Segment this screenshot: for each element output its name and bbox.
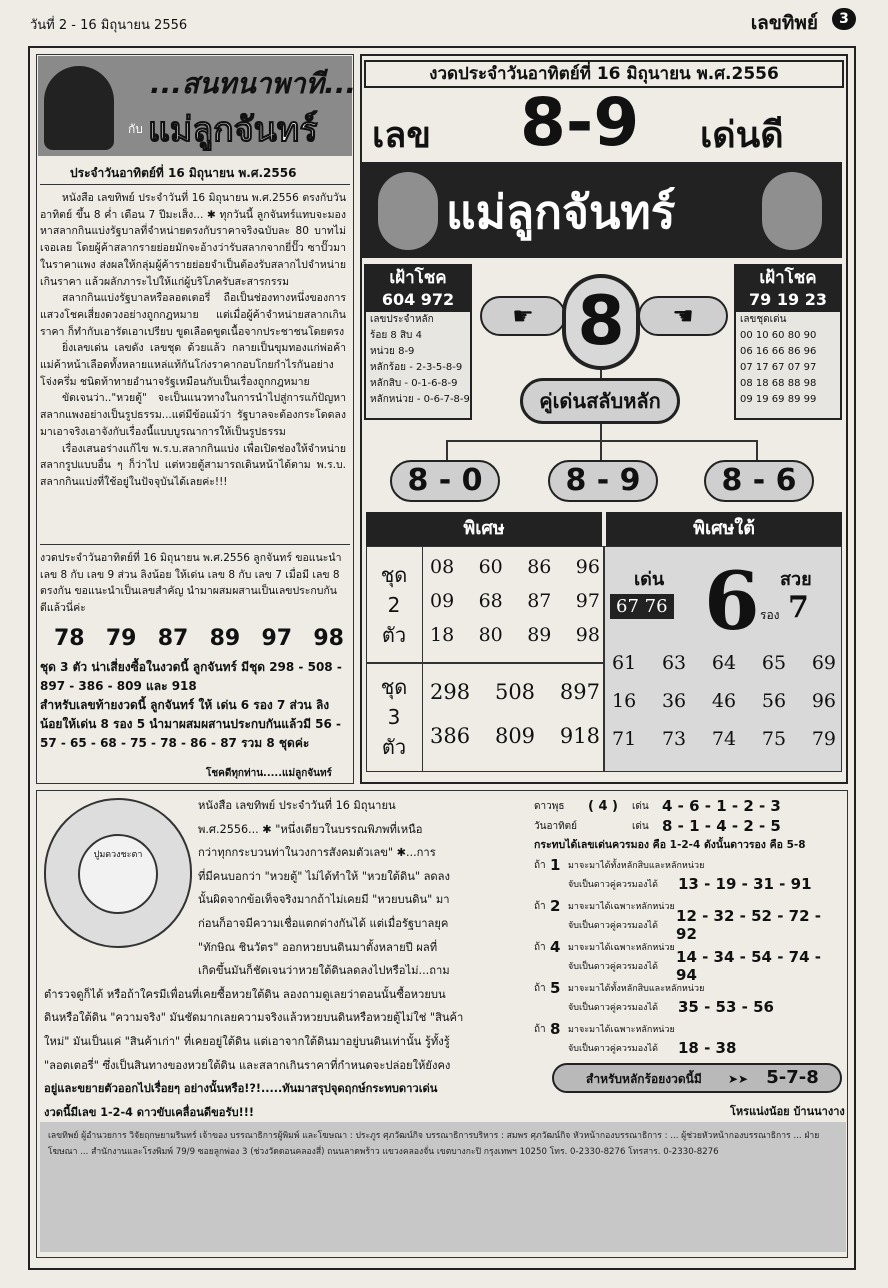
number: 97 bbox=[261, 626, 293, 651]
rong-label: รอง bbox=[760, 608, 780, 622]
special-under-header: พิเศษใต้ bbox=[606, 512, 842, 546]
fao-line: 00 10 60 80 90 bbox=[740, 330, 817, 341]
table-row bbox=[430, 590, 600, 624]
article-line: ที่มีคนบอกว่า "หวยตู้" ไม่ได้ทำให้ "หวยใต้ดิน" ลดลง bbox=[198, 869, 451, 883]
wheel-center: ปูมดวงชะตา bbox=[78, 834, 158, 914]
case-number: 1 bbox=[550, 856, 561, 874]
last-digits-line: สำหรับเลขท้ายงวดนี้ ลูกจันทร์ ให้ เด่น 6 รอง 7 ส่วน ลิงน้อยให้เด่น 8 รอง 5 นำมาผสมผสานประกบกันแล้วมี 56 - 57 - 65 - 68 - 75 - 78 - 86 - 87 รวม 8 ชุดค่ะ bbox=[40, 698, 342, 750]
cell: 80 bbox=[478, 624, 503, 646]
tha-label: ถ้า bbox=[534, 900, 546, 912]
cell: 75 bbox=[761, 728, 787, 750]
cell: 68 bbox=[478, 590, 503, 612]
case-number: 4 bbox=[550, 938, 561, 956]
cell: 897 bbox=[559, 680, 600, 704]
divider bbox=[366, 662, 604, 664]
list-item bbox=[534, 1020, 844, 1061]
astrologer-signature: โหรแน่งน้อย บ้านนางาง bbox=[730, 1105, 845, 1118]
list-item bbox=[534, 979, 844, 1020]
case-desc: มาจะมาได้เฉพาะหลักหน่วย bbox=[568, 943, 675, 953]
column-signature: โชคดีทุกท่าน.....แม่ลูกจันทร์ bbox=[206, 768, 332, 779]
dao-label: ดาวพุธ bbox=[534, 800, 565, 812]
table-row bbox=[612, 728, 836, 766]
article-line: อยู่และขยายตัวออกไปเรื่อยๆ อย่างนั้นหรือ!?!.....ทันมาสรุปจุดฤกษ์กระทบดาวเด่น bbox=[44, 1082, 438, 1096]
cell: 56 bbox=[761, 690, 787, 712]
label: ชุด bbox=[380, 675, 408, 699]
list-item bbox=[534, 938, 844, 984]
three-digit-label bbox=[366, 672, 422, 762]
banner-name: แม่ลูกจันทร์ bbox=[148, 110, 318, 150]
cell: 73 bbox=[661, 728, 687, 750]
case-sub: จับเป็นดาวคู่ควรมองได้ bbox=[568, 921, 658, 931]
case-number: 8 bbox=[550, 1020, 561, 1038]
suay-numbers: 67 76 bbox=[610, 594, 674, 619]
woman-face-icon bbox=[44, 66, 114, 150]
fao-line: หน่วย 8-9 bbox=[370, 346, 415, 357]
woman-face-icon bbox=[378, 172, 438, 250]
paragraph: ขัดเจนว่า.."หวยตู้" จะเป็นแนวทางในการนำไปสู่การแก้ปัญหาสลากแพงอย่างเป็นรูปธรรม...แต่มีข้อแม้ว่า รัฐบาลจะต้องกระโดดลงมาเอาจริงเอาจังกับเรื่องนี้แบบบูรณาการให้เป็นรูปธรรม bbox=[40, 392, 346, 438]
cell: 918 bbox=[559, 724, 600, 748]
case-number: 2 bbox=[550, 897, 561, 915]
fao-head bbox=[736, 266, 840, 312]
center-digit: 8 bbox=[562, 274, 640, 370]
case-desc: มาจะมาได้เฉพาะหลักหน่วย bbox=[568, 902, 675, 912]
under-grid bbox=[612, 652, 836, 766]
cell: 809 bbox=[494, 724, 536, 748]
paper-name: เลขทิพย์ bbox=[750, 12, 818, 34]
case-sub: จับเป็นดาวคู่ควรมองได้ bbox=[568, 880, 658, 890]
case-desc: มาจะมาได้ทั้งหลักสิบและหลักหน่วย bbox=[568, 861, 705, 871]
connector bbox=[446, 440, 448, 460]
cell: 18 bbox=[430, 624, 455, 646]
set-line: ชุด 3 ตัว น่าเสี่ยงซื้อในงวดนี้ ลูกจันทร์ มีชุด 298 - 508 - 897 - 386 - 809 และ 918 bbox=[40, 660, 342, 693]
fao-line: หลักหน่วย - 0-6-7-8-9 bbox=[370, 394, 470, 405]
label: ชุด bbox=[380, 563, 408, 587]
paragraph: ยิ่งเลขเด่น เลขดัง เลขชุด ด้วยแล้ว กลายเป็นขุมทองแก่พ่อค้าแม่ค้าหน้าเลือดทั้งหลายแหล่แท้กันโก่งราคากอบโกยกำไรกันอย่างโจ่งครึ่ม ชนิดท้าทายอำนาจรัฐเหมือนกับเป็นเรื่องถูกกฎหมาย bbox=[40, 342, 346, 388]
fao-label: เฝ้าโชค bbox=[389, 268, 447, 288]
cell: 71 bbox=[612, 728, 637, 750]
bottom-article bbox=[44, 794, 500, 1124]
page-number: 3 bbox=[832, 8, 856, 30]
cell: 79 bbox=[811, 728, 836, 750]
issue-date: วันที่ 2 - 16 มิถุนายน 2556 bbox=[30, 18, 188, 33]
fao-line: 06 16 66 86 96 bbox=[740, 346, 817, 357]
cell: 63 bbox=[661, 652, 687, 674]
double-arrow-icon: ➤➤ bbox=[727, 1072, 749, 1086]
cell: 08 bbox=[430, 556, 455, 578]
table-row bbox=[430, 624, 600, 658]
three-digit-grid bbox=[430, 680, 600, 768]
dao-row bbox=[534, 796, 844, 816]
den-label: เด่น bbox=[634, 569, 665, 590]
number: 79 bbox=[105, 626, 137, 651]
cell: 96 bbox=[811, 690, 836, 712]
wan-numbers: 8 - 1 - 4 - 2 - 5 bbox=[662, 817, 781, 835]
kratob-line: กระทบได้เลขเด่นควรมอง คือ 1-2-4 ดังนั้นดาวรอง คือ 5-8 bbox=[534, 839, 806, 851]
case-sub: จับเป็นดาวคู่ควรมองได้ bbox=[568, 1044, 658, 1054]
paragraph: สลากกินแบ่งรัฐบาลหรือลอตเตอรี่ ถือเป็นช่องทางหนึ่งของการแสวงโชคเสี่ยงดวงอย่างถูกกฎหมาย แต่เมื่อผู้ค้าจำหน่ายสลากเกินราคา ก็ทำกับเอารัดเอาเปรียบ ขูดเลือดขูดเนื้อจากประชาชนโดยตรง bbox=[40, 292, 346, 338]
case-desc: มาจะมาได้เฉพาะหลักหน่วย bbox=[568, 1025, 675, 1035]
article-line: งวดนี้มีเลข 1-2-4 ดาวขับเคลื่อนดีขอรับ!!! bbox=[44, 1105, 254, 1119]
cell: 61 bbox=[612, 652, 637, 674]
suay-label: สวย bbox=[780, 569, 812, 590]
dao-numbers: 4 - 6 - 1 - 2 - 3 bbox=[662, 797, 781, 815]
fao-chok-right bbox=[734, 264, 842, 420]
column-body bbox=[40, 190, 346, 491]
rong-number: 7 bbox=[788, 590, 809, 625]
case-number: 5 bbox=[550, 979, 561, 997]
list-item bbox=[534, 897, 844, 943]
prediction-text: งวดประจำวันอาทิตย์ที่ 16 มิถุนายน พ.ศ.2556 ลูกจันทร์ ขอแนะนำ เลข 8 กับ เลข 9 ส่วน ลิงน้อย ให้เด่น เลข 8 กับ เลข 7 เมื่อมี เลข 8 ตรงกัน ขอแนะนำเป็นเลขสำคัญ นำมาผสมผสานเป็นเลขประกบกันดีแล้วนี่ค่ะ bbox=[40, 552, 342, 615]
article-line: นั้นผิดจากข้อเท็จจริงมากถ้าไม่เคยมี "หวยบนดิน" มา bbox=[198, 893, 450, 907]
hundreds-value: 5-7-8 bbox=[766, 1067, 819, 1088]
article-line: ตำรวจดูก็ได้ หรือถ้าใครมีเพื่อนที่เคยซื้อหวยใต้ดิน ลองถามดูเลยว่าตอนนั้นซื้อหวยบน bbox=[44, 987, 446, 1001]
fao-line: 07 17 67 07 97 bbox=[740, 362, 817, 373]
divider bbox=[40, 544, 350, 545]
paragraph: หนังสือ เลขทิพย์ ประจำวันที่ 16 มิถุนายน พ.ศ.2556 ตรงกับวันอาทิตย์ ขึ้น 8 ค่ำ เดือน 7 ปีมะเส็ง... ✱ ทุกวันนี้ ลูกจันทร์แทบจะมองหาสลากกินแบ่งรัฐบาลที่จำหน่ายตรงกับราคาจริงฉบับละ 80 บาทไม่เจอเลย โดยผู้ค้าสลากรายย่อยมักจะอ้างว่ารับสลากจากยี่ปั๊ว ซาปั๊วมาในราคาแพง ส่งผลให้กลุ่มผู้ค้ารายย่อยจำเป็นต้องรับสลากไปจำหน่ายเกินราคา แล้วผลักภาระไปให้แก่ผู้บริโภครับสะสารกรรม bbox=[40, 192, 346, 288]
fao-line: เลขชุดเด่น bbox=[740, 314, 787, 325]
hundreds-label: สำหรับหลักร้อยงวดนี้มี bbox=[586, 1072, 702, 1086]
fao-number: 79 19 23 bbox=[749, 290, 827, 309]
two-digit-grid bbox=[430, 556, 600, 658]
case-list bbox=[534, 856, 844, 1061]
cell: 508 bbox=[494, 680, 536, 704]
article-line: พ.ศ.2556... ✱ "หนึ่งเดียวในบรรณพิภพที่เหนือ bbox=[198, 822, 423, 836]
case-values: 13 - 19 - 31 - 91 bbox=[678, 875, 812, 893]
article-line: "ทักษิณ ชินวัตร" ออกหวยบนดินมาตั้งหลายปี ผลที่ bbox=[198, 940, 438, 954]
fao-chok-left bbox=[364, 264, 472, 420]
den-di-label: เด่นดี bbox=[700, 115, 784, 156]
number: 98 bbox=[313, 626, 344, 651]
cell: 89 bbox=[527, 624, 552, 646]
cell: 64 bbox=[711, 652, 737, 674]
star-block bbox=[534, 796, 844, 858]
label: ตัว bbox=[381, 623, 407, 647]
handshake-icon: ☚ bbox=[638, 296, 728, 336]
tha-label: ถ้า bbox=[534, 859, 546, 871]
cell: 65 bbox=[761, 652, 787, 674]
label: 2 bbox=[387, 593, 401, 617]
table-row bbox=[612, 690, 836, 728]
case-desc: มาจะมาได้ทั้งหลักสิบและหลักหน่วย bbox=[568, 984, 705, 994]
cell: 86 bbox=[527, 556, 552, 578]
fao-line: 09 19 69 89 99 bbox=[740, 394, 817, 405]
tha-label: ถ้า bbox=[534, 1023, 546, 1035]
connector bbox=[756, 440, 758, 460]
wan-label: วันอาทิตย์ bbox=[534, 820, 578, 832]
paragraph: เรื่องเสนอร่างแก้ไข พ.ร.บ.สลากกินแบ่ง เพื่อเปิดช่องให้จำหน่ายสลากรูปแบบอื่น ๆ ก็ว่าไป แต่หวยตู้สามารถเดินหน้าได้ตาม พ.ร.บ. สลากกินแบ่งที่ใช้อยู่ในปัจจุบันได้เลยค่ะ!!! bbox=[40, 442, 346, 488]
case-sub: จับเป็นดาวคู่ควรมองได้ bbox=[568, 962, 658, 972]
special-header: พิเศษ bbox=[366, 512, 602, 546]
den-label: เด่น bbox=[632, 800, 649, 812]
pair-pill: 8 - 9 bbox=[548, 460, 658, 502]
tha-label: ถ้า bbox=[534, 941, 546, 953]
masthead-footer: เลขทิพย์ ผู้อำนวยการ วิจัยฤกษยามรินทร์ เจ้าของ บรรณาธิการผู้พิมพ์ และโฆษณา : ประภูร ศุภวัฒน์กิจ บรรณาธิการบริหาร : สมพร ศุภวัฒน์กิจ หัวหน้ากองบรรณาธิการ : ... ผู้ช่วยหัวหน้ากองบรรณาธิการ ... ฝ่ายโฆษณา ... สำนักงานและโรงพิมพ์ 79/9 ซอยลูกพ่อง 3 (ช่วงวัดดอนคลองสี่) ถนนลาดพร้าว แขวงคลองจั่น เขตบางกะปิ กรุงเทพฯ 10250 โทร. 0-2330-8276 โทรสาร. 0-2330-8276 bbox=[40, 1122, 846, 1252]
draw-title: งวดประจำวันอาทิตย์ที่ 16 มิถุนายน พ.ศ.2556 bbox=[364, 60, 844, 88]
recommended-numbers bbox=[54, 626, 344, 651]
lekh-label: เลข bbox=[372, 115, 431, 156]
case-values: 12 - 32 - 52 - 72 - 92 bbox=[676, 907, 821, 943]
big-six: 6 bbox=[704, 554, 760, 648]
divider bbox=[40, 184, 350, 185]
fao-line: หลักสิบ - 0-1-6-8-9 bbox=[370, 378, 458, 389]
hundreds-pill bbox=[552, 1063, 842, 1093]
article-line: "ลอตเตอรี่" ซึ่งเป็นสินทางของหวยใต้ดิน และสลากเกินราคาที่กำหนดจะปล่อยให้ยังคง bbox=[44, 1058, 451, 1072]
number: 78 bbox=[54, 626, 85, 651]
pair-pill: 8 - 6 bbox=[704, 460, 814, 502]
fao-number: 604 972 bbox=[381, 290, 455, 309]
case-sub: จับเป็นดาวคู่ควรมองได้ bbox=[568, 1003, 658, 1013]
main-pair: 8-9 bbox=[520, 84, 640, 161]
hand-pointing-right-icon: ☛ bbox=[480, 296, 566, 336]
cell: 36 bbox=[661, 690, 687, 712]
tha-label: ถ้า bbox=[534, 982, 546, 994]
fao-line: ร้อย 8 สิบ 4 bbox=[370, 330, 422, 341]
article-line: หนังสือ เลขทิพย์ ประจำวันที่ 16 มิถุนายน bbox=[198, 799, 396, 812]
fao-line: 08 18 68 88 98 bbox=[740, 378, 817, 389]
article-line: ใหม่" มันเป็นแค่ "สินค้าเก่า" ที่เคยอยู่ใต้ดิน แต่เอาจากใต้ดินมาอยู่บนดินเท่านั้น รู้ทั้งรู้ bbox=[44, 1034, 450, 1048]
woman-face-icon bbox=[762, 172, 822, 250]
cell: 97 bbox=[575, 590, 600, 612]
mae-banner-name: แม่ลูกจันทร์ bbox=[446, 185, 676, 239]
banner-with: กับ bbox=[128, 122, 143, 136]
cell: 16 bbox=[612, 690, 637, 712]
cell: 98 bbox=[575, 624, 600, 646]
list-item bbox=[534, 856, 844, 897]
cell: 96 bbox=[575, 556, 600, 578]
cell: 87 bbox=[527, 590, 552, 612]
case-values: 14 - 34 - 54 - 74 - 94 bbox=[676, 948, 821, 984]
three-digit-sets bbox=[40, 658, 346, 753]
number: 89 bbox=[209, 626, 241, 651]
connector bbox=[446, 440, 758, 442]
cell: 298 bbox=[430, 680, 471, 704]
fao-line: เลขประจำหลัก bbox=[370, 314, 434, 325]
article-line: เกิดขึ้นมันก็ชัดเจนว่าหวยใต้ดินลดลงไปหรือไม่...ถาม bbox=[198, 964, 450, 978]
cell: 60 bbox=[478, 556, 503, 578]
cell: 46 bbox=[711, 690, 737, 712]
table-row bbox=[430, 680, 600, 724]
pair-pill: 8 - 0 bbox=[390, 460, 500, 502]
fao-head bbox=[366, 266, 470, 312]
cell: 09 bbox=[430, 590, 455, 612]
dao-num: ( 4 ) bbox=[588, 798, 618, 814]
article-line: กว่าทุกกระบวนท่าในวงการสังคมตัวเลข" ✱...การ bbox=[198, 846, 436, 860]
table-row bbox=[612, 652, 836, 690]
cell: 69 bbox=[811, 652, 836, 674]
label: 3 bbox=[387, 705, 401, 729]
cell: 386 bbox=[430, 724, 471, 748]
article-line: ก่อนก็อาจมีความเชื่อแตกต่างกันได้ แต่เมื่อรัฐบาลยุค bbox=[198, 916, 449, 930]
wan-row bbox=[534, 816, 844, 836]
divider bbox=[422, 546, 423, 772]
case-values: 35 - 53 - 56 bbox=[678, 998, 774, 1016]
article-line: ดินหรือใต้ดิน "ความจริง" มันชัดมากเลยความจริงแล้วหวยบนดินหรือหวยตู้ไม่ใช่ "สินค้า bbox=[44, 1011, 464, 1025]
den-label: เด่น bbox=[632, 820, 649, 832]
fao-line: หลักร้อย - 2-3-5-8-9 bbox=[370, 362, 463, 373]
table-row bbox=[430, 556, 600, 590]
swap-label: คู่เด่นสลับหลัก bbox=[520, 378, 680, 424]
table-row bbox=[430, 724, 600, 768]
label: ตัว bbox=[381, 735, 407, 759]
number: 87 bbox=[157, 626, 189, 651]
case-values: 18 - 38 bbox=[678, 1039, 737, 1057]
cell: 74 bbox=[711, 728, 737, 750]
fao-label: เฝ้าโชค bbox=[759, 268, 817, 288]
two-digit-label bbox=[366, 560, 422, 650]
connector bbox=[600, 424, 602, 460]
column-date: ประจำวันอาทิตย์ที่ 16 มิถุนายน พ.ศ.2556 bbox=[70, 166, 297, 180]
banner-title: ...สนทนาพาที... bbox=[150, 67, 357, 100]
